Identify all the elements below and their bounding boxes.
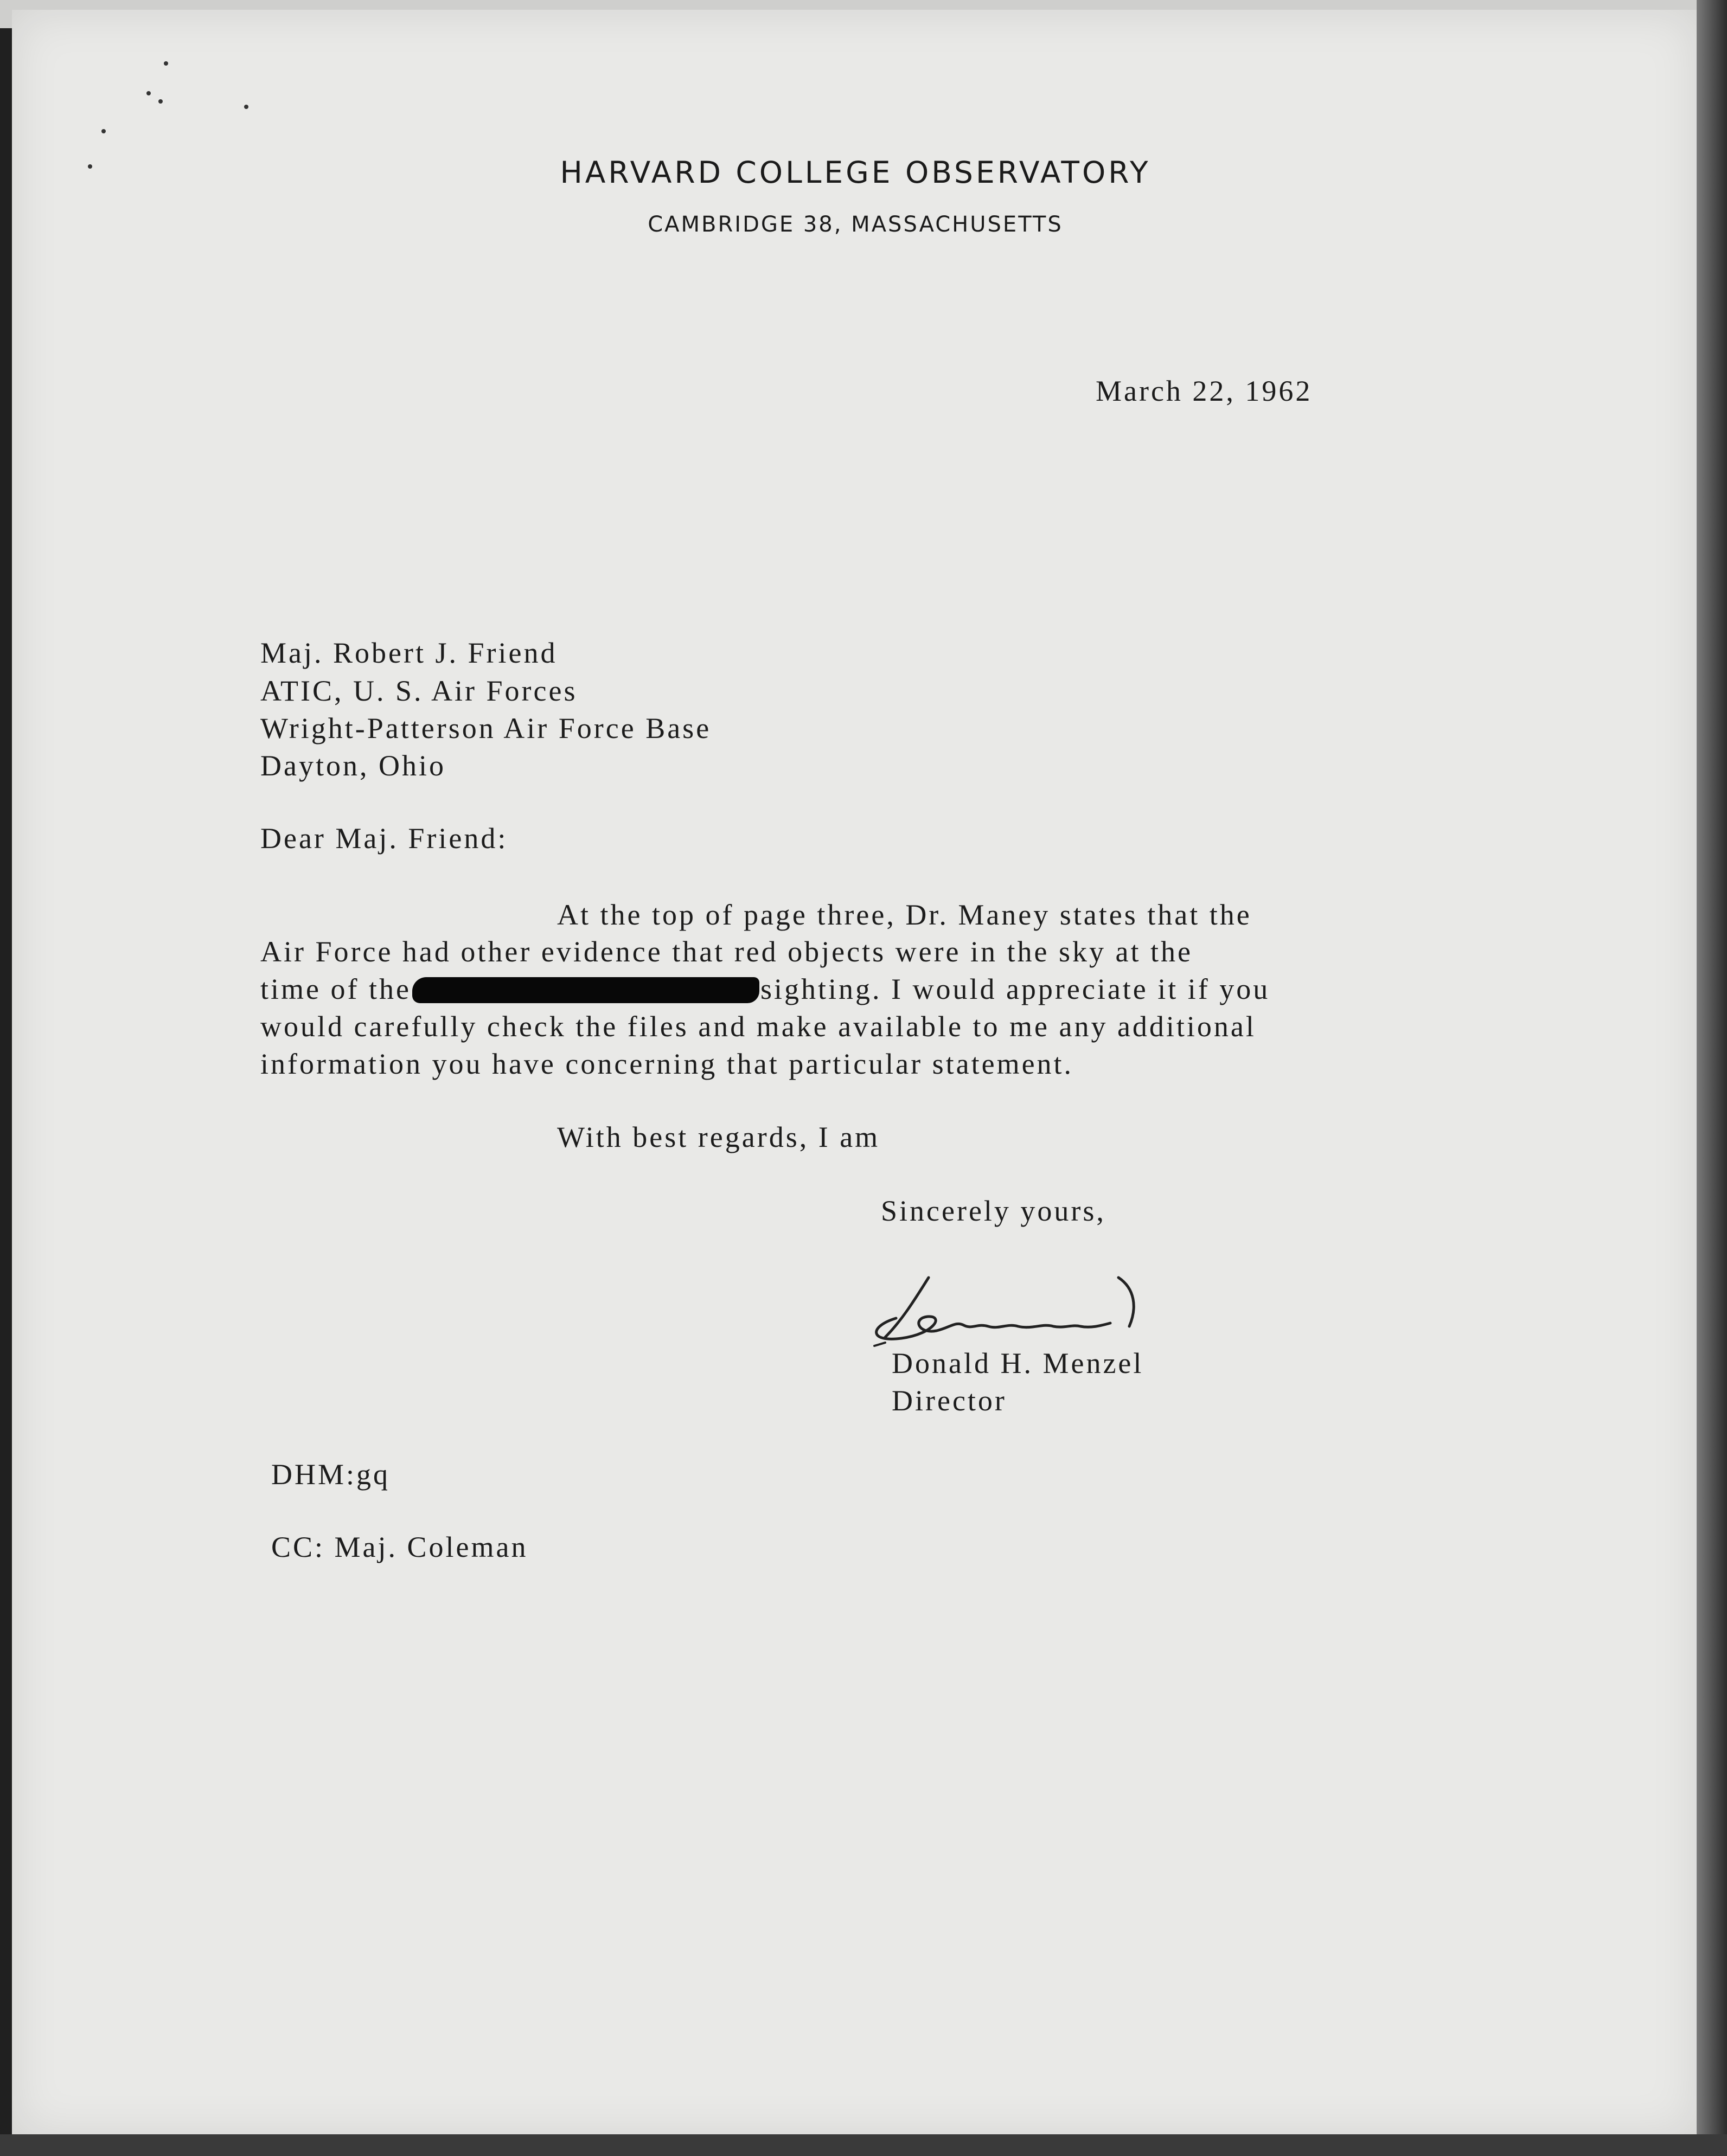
recipient-base: Wright-Patterson Air Force Base <box>260 712 712 745</box>
body-line: At the top of page three, Dr. Maney states that the <box>557 899 1252 931</box>
letterhead-title: HARVARD COLLEGE OBSERVATORY <box>560 155 1151 190</box>
body-line: Air Force had other evidence that red objects were in the sky at the <box>260 935 1193 968</box>
body-line: would carefully check the files and make available to me any additional <box>260 1010 1256 1043</box>
body-text-after-redaction: sighting. I would appreciate it if you <box>760 973 1270 1005</box>
closing-sincerely: Sincerely yours, <box>881 1195 1106 1227</box>
signer-title: Director <box>892 1384 1007 1417</box>
letterhead-address: CAMBRIDGE 38, MASSACHUSETTS <box>648 212 1063 237</box>
scan-bottom-border <box>0 2134 1727 2156</box>
dust-speck <box>164 61 168 66</box>
redaction-mark <box>412 977 759 1003</box>
scan-right-border <box>1697 0 1727 2156</box>
signer-name: Donald H. Menzel <box>892 1347 1144 1379</box>
recipient-organization: ATIC, U. S. Air Forces <box>260 675 578 707</box>
letter-page <box>12 10 1699 2138</box>
body-text-before-redaction: time of the <box>260 973 411 1005</box>
closing-regards: With best regards, I am <box>557 1121 880 1153</box>
body-line-redacted <box>260 972 1270 1006</box>
dust-speck <box>146 91 151 95</box>
dust-speck <box>158 99 163 104</box>
dust-speck <box>101 129 106 133</box>
carbon-copy-line: CC: Maj. Coleman <box>271 1531 528 1563</box>
letter-date: March 22, 1962 <box>1096 375 1313 407</box>
typist-initials: DHM:gq <box>271 1458 391 1491</box>
handwritten-signature <box>864 1267 1151 1348</box>
recipient-name: Maj. Robert J. Friend <box>260 637 558 669</box>
salutation: Dear Maj. Friend: <box>260 822 508 855</box>
body-line: information you have concerning that particular statement. <box>260 1048 1074 1080</box>
recipient-city: Dayton, Ohio <box>260 749 446 782</box>
dust-speck <box>244 105 248 109</box>
